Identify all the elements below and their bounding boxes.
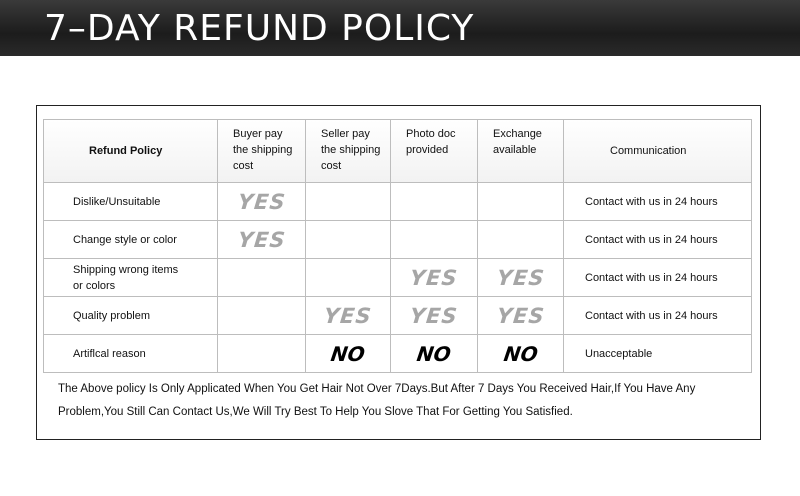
- photo-doc-cell: [391, 335, 478, 373]
- buyer-pay-cell: [218, 221, 306, 259]
- communication-cell: Unacceptable: [564, 335, 752, 373]
- exchange-cell: [478, 183, 564, 221]
- photo-doc-cell: [391, 221, 478, 259]
- page-title: 7–DAY REFUND POLICY: [44, 8, 475, 49]
- table-row: [44, 183, 752, 221]
- header-buyer-pay: [218, 120, 306, 183]
- refund-policy-table: [43, 119, 752, 373]
- yes-mark: YES: [236, 189, 287, 214]
- row-reason: Dislike/Unsuitable: [44, 183, 218, 221]
- reason-line: or colors: [73, 279, 116, 292]
- photo-doc-cell: [391, 297, 478, 335]
- header-line: the shipping: [233, 144, 293, 156]
- exchange-cell: [478, 335, 564, 373]
- header-photo-doc: [391, 120, 478, 183]
- no-mark: NO: [415, 341, 453, 366]
- row-reason: Artiflcal reason: [44, 335, 218, 373]
- yes-mark: YES: [408, 303, 460, 328]
- reason-line: Shipping wrong items: [73, 263, 179, 276]
- table-row: [44, 335, 752, 373]
- communication-cell: Contact with us in 24 hours: [564, 183, 752, 221]
- yes-mark: YES: [236, 227, 287, 252]
- buyer-pay-cell: [218, 297, 306, 335]
- seller-pay-cell: [306, 259, 391, 297]
- title-banner: [0, 0, 800, 56]
- no-mark: NO: [501, 341, 540, 366]
- note-line: The Above policy Is Only Applicated When You Get Hair Not Over 7Days.But After 7 Days You Received Hair,If You Have Any: [58, 383, 696, 395]
- row-reason: [44, 259, 218, 297]
- header-line: Buyer pay: [233, 128, 283, 140]
- header-communication: Communication: [564, 120, 752, 183]
- no-mark: NO: [329, 341, 367, 366]
- table-row: [44, 221, 752, 259]
- seller-pay-cell: [306, 183, 391, 221]
- communication-cell: Contact with us in 24 hours: [564, 297, 752, 335]
- policy-note: [58, 378, 758, 424]
- exchange-cell: [478, 259, 564, 297]
- table-row: [44, 297, 752, 335]
- header-seller-pay: [306, 120, 391, 183]
- buyer-pay-cell: [218, 183, 306, 221]
- photo-doc-cell: [391, 259, 478, 297]
- seller-pay-cell: [306, 297, 391, 335]
- buyer-pay-cell: [218, 259, 306, 297]
- table-row: [44, 259, 752, 297]
- note-line: Problem,You Still Can Contact Us,We Will Try Best To Help You Slove That For Getting You Satisfied.: [58, 406, 573, 418]
- yes-mark: YES: [495, 303, 546, 328]
- header-line: provided: [406, 144, 449, 156]
- header-refund-policy: Refund Policy: [44, 120, 218, 183]
- communication-cell: Contact with us in 24 hours: [564, 221, 752, 259]
- header-line: cost: [321, 160, 342, 172]
- exchange-cell: [478, 297, 564, 335]
- header-line: cost: [233, 160, 254, 172]
- communication-cell: Contact with us in 24 hours: [564, 259, 752, 297]
- yes-mark: YES: [322, 303, 374, 328]
- seller-pay-cell: [306, 221, 391, 259]
- row-reason: Quality problem: [44, 297, 218, 335]
- header-line: available: [493, 144, 537, 156]
- table-header-row: [44, 120, 752, 183]
- seller-pay-cell: [306, 335, 391, 373]
- header-line: Exchange: [493, 128, 542, 140]
- photo-doc-cell: [391, 183, 478, 221]
- row-reason: Change style or color: [44, 221, 218, 259]
- header-line: Seller pay: [321, 128, 370, 140]
- yes-mark: YES: [408, 265, 460, 290]
- buyer-pay-cell: [218, 335, 306, 373]
- header-exchange: [478, 120, 564, 183]
- header-line: the shipping: [321, 144, 381, 156]
- exchange-cell: [478, 221, 564, 259]
- yes-mark: YES: [495, 265, 546, 290]
- header-line: Photo doc: [406, 128, 456, 140]
